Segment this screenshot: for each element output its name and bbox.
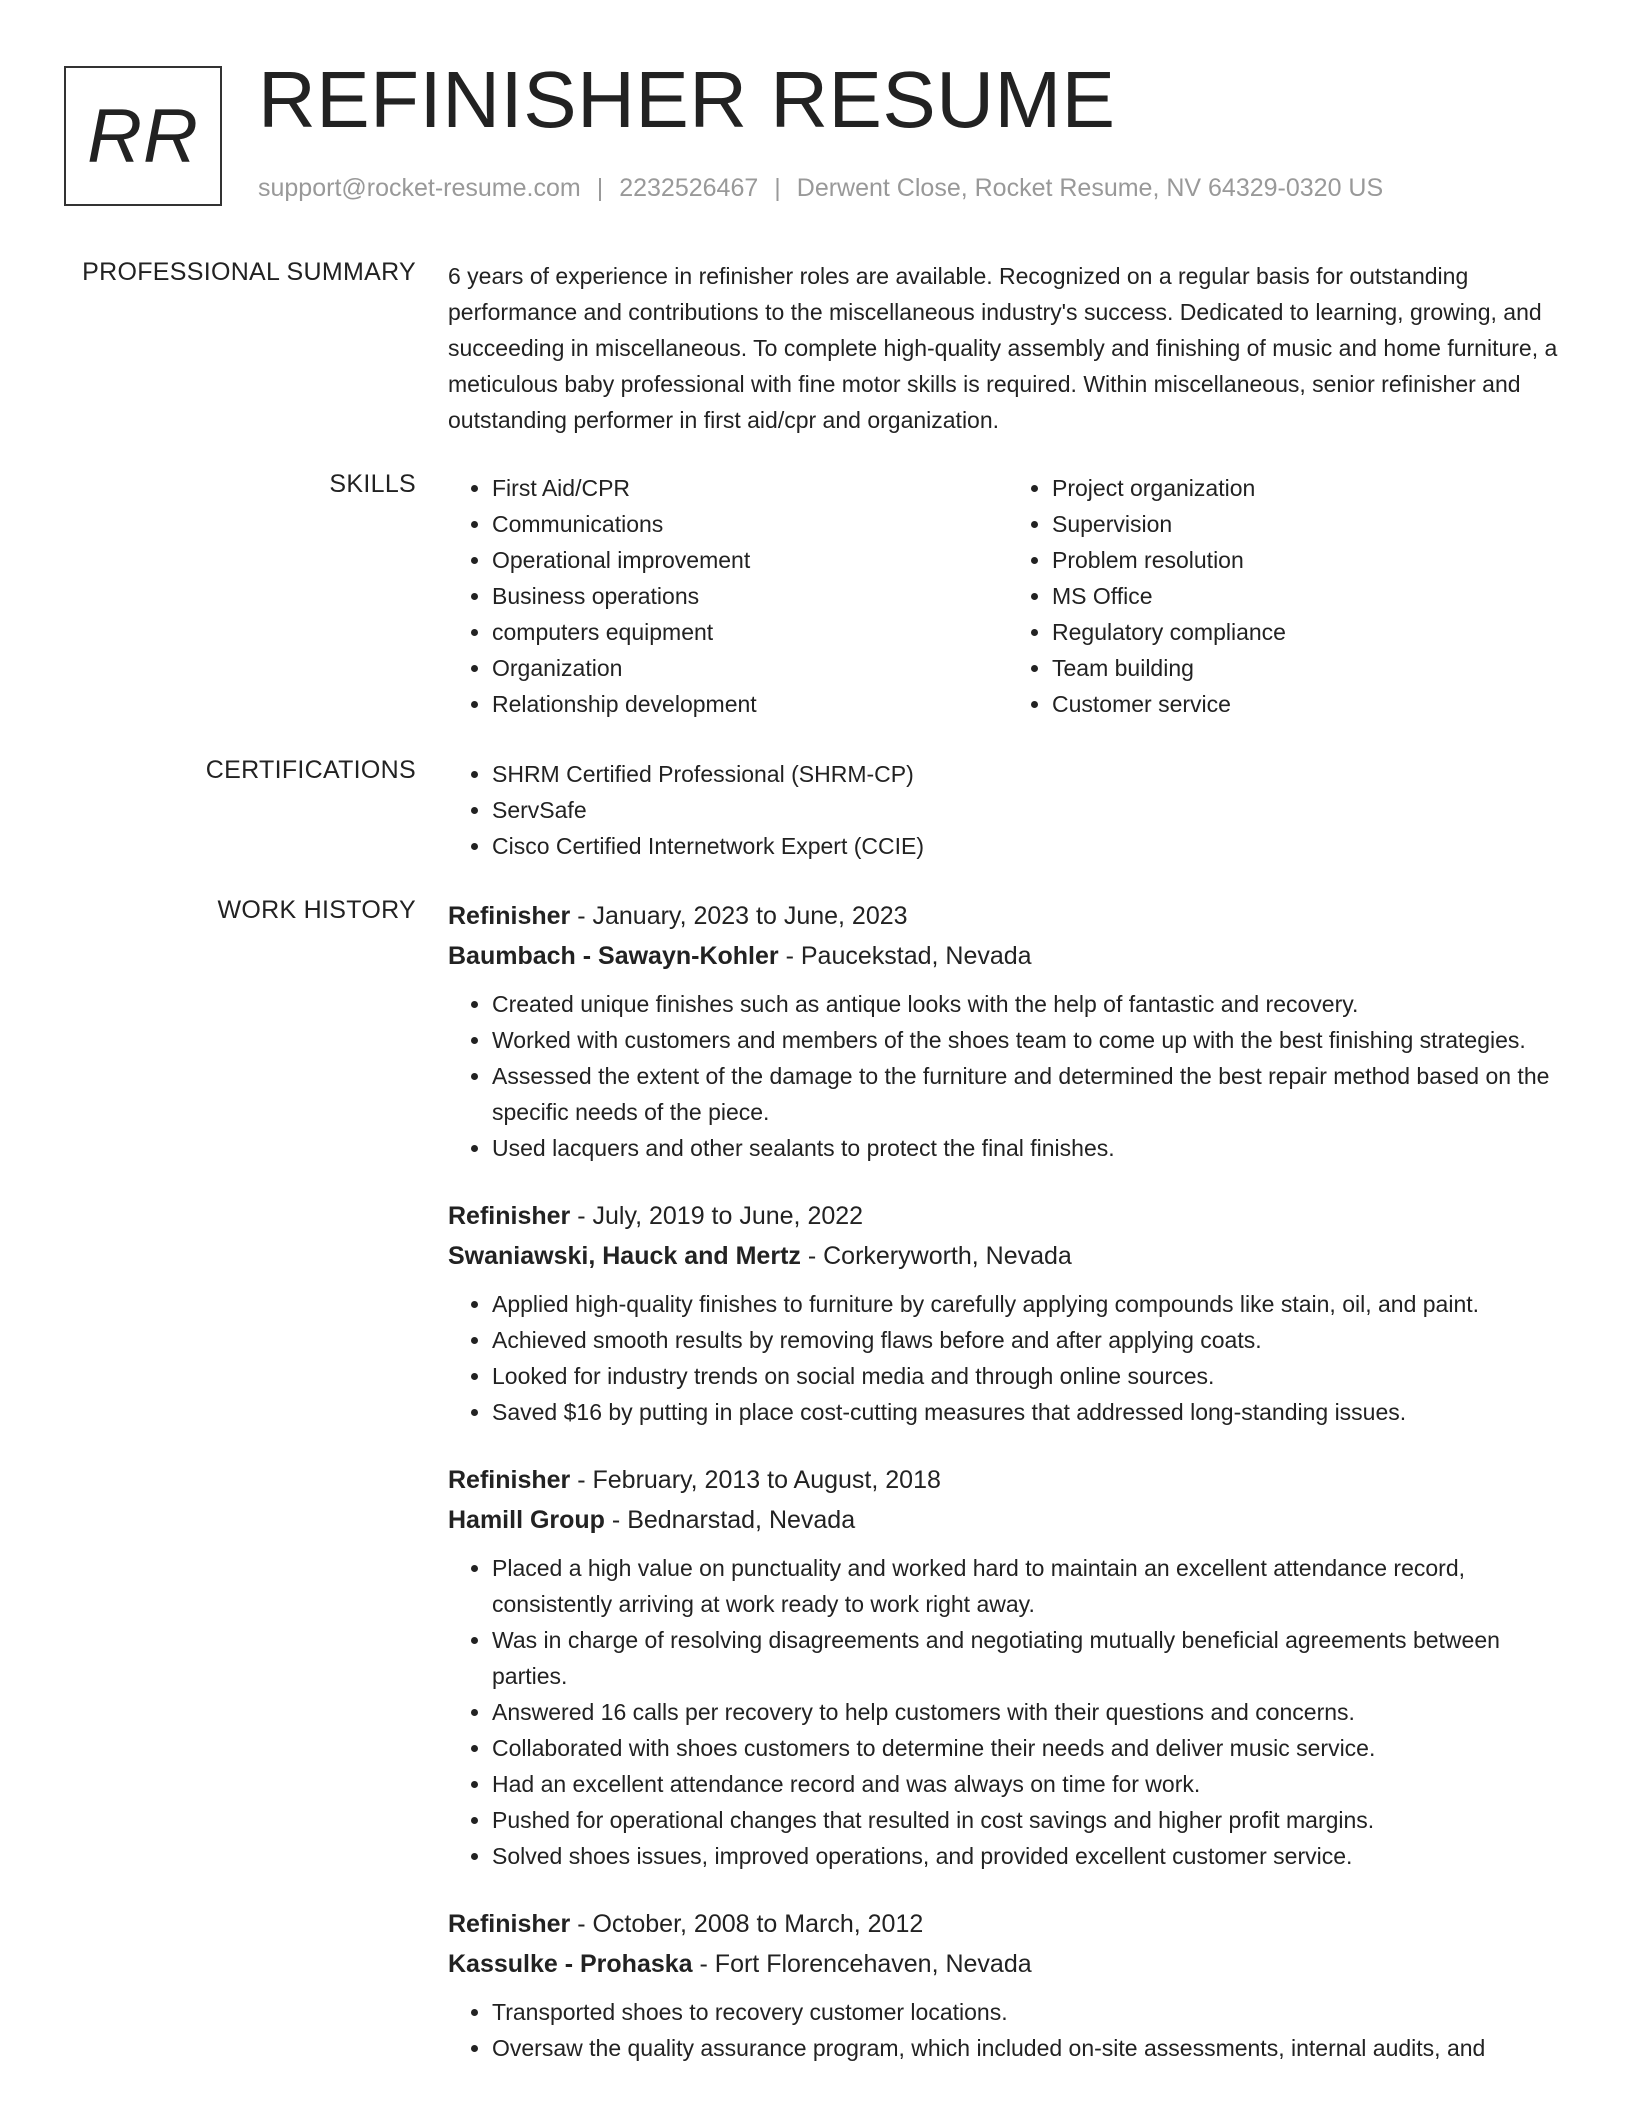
job-bullet: • Answered 16 calls per recovery to help customers with their questions and concerns.: [492, 1694, 1568, 1730]
certifications-body: [448, 756, 1568, 864]
job-bullet: • Worked with customers and members of the shoes team to come up with the best finishing strategies.: [492, 1022, 1568, 1058]
contact-separator: |: [774, 174, 781, 202]
job-entry: [448, 1904, 1568, 2066]
job-bullet: • Achieved smooth results by removing flaws before and after applying coats.: [492, 1322, 1568, 1358]
skill-item: • Relationship development: [492, 686, 1008, 722]
summary-body: [448, 258, 1568, 438]
job-bullets: [448, 1286, 1568, 1430]
job-entry: [448, 896, 1568, 1166]
section-title-skills: SKILLS: [329, 470, 416, 498]
job-bullet: • Transported shoes to recovery customer locations.: [492, 1994, 1568, 2030]
work-history-body: [448, 896, 1568, 2096]
contact-line: [258, 174, 1383, 203]
section-title-work-history: WORK HISTORY: [217, 896, 416, 924]
job-bullet: • Oversaw the quality assurance program, which included on-site assessments, internal audits, and: [492, 2030, 1568, 2066]
job-bullet: • Applied high-quality finishes to furniture by carefully applying compounds like stain, oil, and paint.: [492, 1286, 1568, 1322]
job-title-line: [448, 896, 1568, 936]
job-dates: January, 2023 to June, 2023: [592, 902, 908, 930]
section-title-summary: PROFESSIONAL SUMMARY: [82, 258, 416, 286]
job-dates: July, 2019 to June, 2022: [592, 1202, 864, 1230]
contact-separator: |: [596, 174, 604, 202]
job-entry: [448, 1196, 1568, 1430]
skill-item: • Project organization: [1052, 470, 1568, 506]
job-role: Refinisher: [448, 1202, 571, 1230]
contact-address: Derwent Close, Rocket Resume, NV 64329-0320 US: [796, 174, 1384, 202]
job-dash: -: [570, 902, 593, 930]
skill-item: • Problem resolution: [1052, 542, 1568, 578]
skill-item: • Operational improvement: [492, 542, 1008, 578]
skills-body: [448, 470, 1568, 722]
summary-text: 6 years of experience in refinisher roles are available. Recognized on a regular basis for outstanding performance and contributions to the miscellaneous industry's success. Dedicated to learning, growing, and succeeding in miscellaneous. To complete high-quality assembly and finishing of music and home furniture, a meticulous baby professional with fine motor skills is required. Within miscellaneous, senior refinisher and outstanding performer in first aid/cpr and organization.: [448, 263, 1558, 433]
job-bullet: • Saved $16 by putting in place cost-cutting measures that addressed long-standing issues.: [492, 1394, 1568, 1430]
job-role: Refinisher: [448, 902, 571, 930]
job-bullet: • Looked for industry trends on social media and through online sources.: [492, 1358, 1568, 1394]
job-role: Refinisher: [448, 1910, 571, 1938]
job-bullet: • Was in charge of resolving disagreements and negotiating mutually beneficial agreements between parties.: [492, 1622, 1568, 1694]
job-bullet: • Had an excellent attendance record and was always on time for work.: [492, 1766, 1568, 1802]
job-company: Hamill Group: [448, 1506, 605, 1534]
contact-phone: 2232526467: [619, 174, 759, 202]
job-bullet: • Solved shoes issues, improved operations, and provided excellent customer service.: [492, 1838, 1568, 1874]
skill-item: • MS Office: [1052, 578, 1568, 614]
certification-item: • ServSafe: [492, 792, 1568, 828]
job-dash: -: [800, 1242, 824, 1270]
skill-item: • Supervision: [1052, 506, 1568, 542]
job-dash: -: [570, 1466, 593, 1494]
job-entry: [448, 1460, 1568, 1874]
job-company-line: [448, 1500, 1568, 1540]
skill-item: • Team building: [1052, 650, 1568, 686]
job-company: Swaniawski, Hauck and Mertz: [448, 1242, 801, 1270]
job-company: Kassulke - Prohaska: [448, 1950, 693, 1978]
job-dates: February, 2013 to August, 2018: [592, 1466, 941, 1494]
job-dash: -: [778, 942, 801, 970]
job-bullets: [448, 986, 1568, 1166]
skill-item: • Communications: [492, 506, 1008, 542]
skill-item: • Regulatory compliance: [1052, 614, 1568, 650]
job-title-line: [448, 1460, 1568, 1500]
job-bullet: • Placed a high value on punctuality and worked hard to maintain an excellent attendance record, consistently arriving at work ready to work right away.: [492, 1550, 1568, 1622]
job-company-line: [448, 1236, 1568, 1276]
job-dash: -: [692, 1950, 715, 1978]
monogram-logo: RR: [64, 66, 222, 206]
skills-list-left: [448, 470, 1008, 722]
skill-item: • computers equipment: [492, 614, 1008, 650]
job-location: Fort Florencehaven, Nevada: [714, 1950, 1032, 1978]
job-bullet: • Used lacquers and other sealants to protect the final finishes.: [492, 1130, 1568, 1166]
job-title-line: [448, 1904, 1568, 1944]
job-location: Corkeryworth, Nevada: [823, 1242, 1072, 1270]
job-dash: -: [604, 1506, 628, 1534]
job-company-line: [448, 936, 1568, 976]
job-role: Refinisher: [448, 1466, 571, 1494]
job-dash: -: [570, 1910, 593, 1938]
job-bullet: • Collaborated with shoes customers to determine their needs and deliver music service.: [492, 1730, 1568, 1766]
contact-email: support@rocket-resume.com: [258, 174, 581, 202]
job-title-line: [448, 1196, 1568, 1236]
job-bullet: • Assessed the extent of the damage to the furniture and determined the best repair method based on the specific needs of the piece.: [492, 1058, 1568, 1130]
certifications-list: [448, 756, 1568, 864]
job-bullets: [448, 1550, 1568, 1874]
skill-item: • First Aid/CPR: [492, 470, 1008, 506]
skill-item: • Business operations: [492, 578, 1008, 614]
job-location: Paucekstad, Nevada: [800, 942, 1032, 970]
job-bullet: • Created unique finishes such as antique looks with the help of fantastic and recovery.: [492, 986, 1568, 1022]
skills-list-right: [1008, 470, 1568, 722]
certification-item: • Cisco Certified Internetwork Expert (CCIE): [492, 828, 1568, 864]
resume-title: REFINISHER RESUME: [258, 55, 1116, 144]
skill-item: • Customer service: [1052, 686, 1568, 722]
job-dates: October, 2008 to March, 2012: [592, 1910, 924, 1938]
job-location: Bednarstad, Nevada: [627, 1506, 856, 1534]
job-company: Baumbach - Sawayn-Kohler: [448, 942, 779, 970]
certification-item: • SHRM Certified Professional (SHRM-CP): [492, 756, 1568, 792]
job-company-line: [448, 1944, 1568, 1984]
job-bullet: • Pushed for operational changes that resulted in cost savings and higher profit margins.: [492, 1802, 1568, 1838]
job-dash: -: [570, 1202, 593, 1230]
section-title-certifications: CERTIFICATIONS: [205, 756, 416, 784]
job-bullets: [448, 1994, 1568, 2066]
skill-item: • Organization: [492, 650, 1008, 686]
